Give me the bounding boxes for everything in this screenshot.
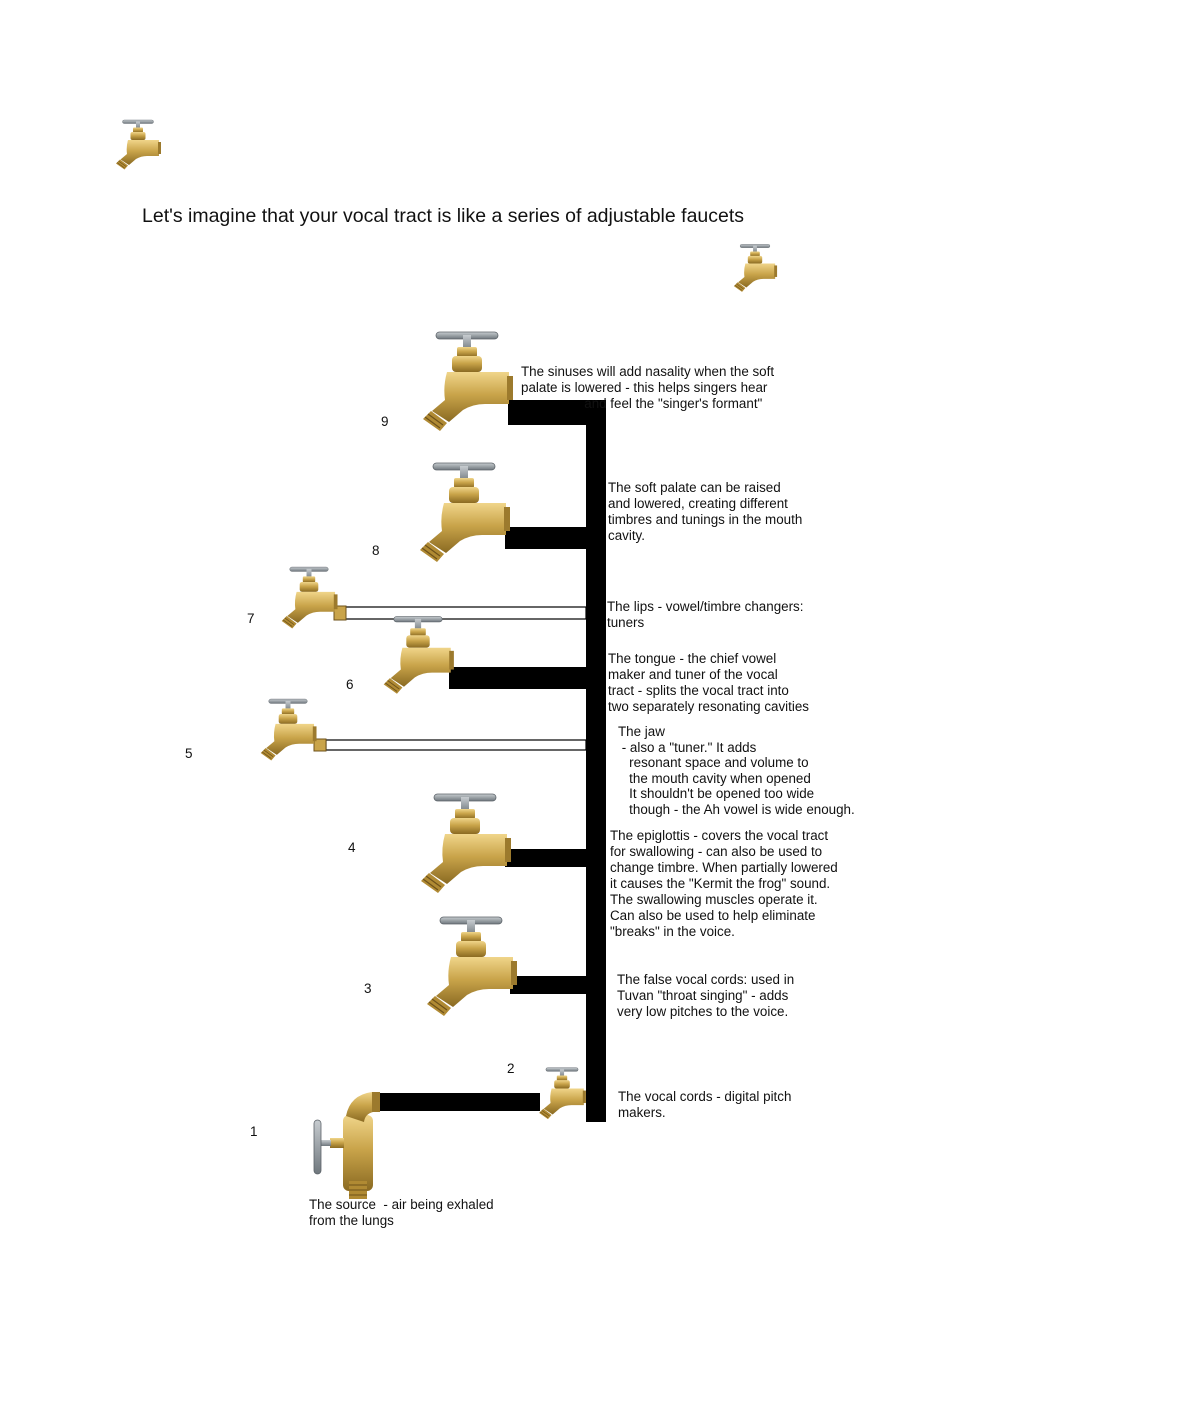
faucet-icon	[539, 1068, 586, 1119]
stage-number-7: 7	[247, 611, 255, 626]
stage-number-4: 4	[348, 840, 356, 855]
stage-4-description: The epiglottis - covers the vocal tract for swallowing - can also be used to change timbre. When partially lowered it causes the "Kermit the frog" sound. The swallowing muscles operate it. Can also be used to help eliminate "breaks" in the voice.	[610, 828, 838, 939]
stage-number-3: 3	[364, 981, 372, 996]
branch-pipe-5	[326, 740, 586, 750]
branch-pipe-7	[345, 607, 586, 619]
stage-number-5: 5	[185, 746, 193, 761]
page-title: Let's imagine that your vocal tract is like a series of adjustable faucets	[142, 205, 745, 227]
stage-8-description: The soft palate can be raised and lowered, creating different timbres and tunings in the mouth cavity.	[608, 480, 803, 543]
stage-number-9: 9	[381, 414, 389, 429]
branch-pipe-4	[505, 849, 587, 867]
stage-number-2: 2	[507, 1061, 515, 1076]
stage-2-description: The vocal cords - digital pitch makers.	[618, 1089, 792, 1120]
stage-5-description: The jaw - also a "tuner." It adds resonant space and volume to the mouth cavity when opened It shouldn't be opened too wide though - the Ah vowel is wide enough.	[618, 724, 855, 817]
stage-9-description: The sinuses will add nasality when the soft palate is lowered - this helps singers hear and feel the "singer's formant"	[521, 364, 775, 411]
branch-pipe-8	[505, 527, 587, 549]
stage-3-description: The false vocal cords: used in Tuvan "throat singing" - adds very low pitches to the voice.	[617, 972, 795, 1019]
faucet-icon	[421, 794, 511, 893]
faucet-icon	[261, 699, 317, 760]
faucet-icon	[282, 567, 338, 628]
faucet-icon	[314, 1092, 380, 1199]
faucet-icon	[427, 917, 517, 1016]
stage-1-description: The source - air being exhaled from the lungs	[309, 1197, 494, 1228]
faucet-icon	[116, 120, 161, 170]
stage-number-1: 1	[250, 1124, 258, 1139]
branch-pipe-3	[510, 976, 587, 994]
faucet-icon	[384, 617, 454, 694]
stage-number-8: 8	[372, 543, 380, 558]
branch-pipe-6	[449, 667, 587, 689]
faucet-icon	[423, 332, 513, 431]
stage-number-6: 6	[346, 677, 354, 692]
branch-pipe-2	[378, 1093, 540, 1111]
stage-6-description: The tongue - the chief vowel maker and tuner of the vocal tract - splits the vocal tract into two separately resonating cavities	[608, 651, 809, 714]
faucet-icon	[420, 463, 510, 562]
main-pipe	[586, 400, 606, 1122]
faucet-icon	[734, 244, 777, 292]
stage-7-description: The lips - vowel/timbre changers: tuners	[607, 599, 804, 630]
